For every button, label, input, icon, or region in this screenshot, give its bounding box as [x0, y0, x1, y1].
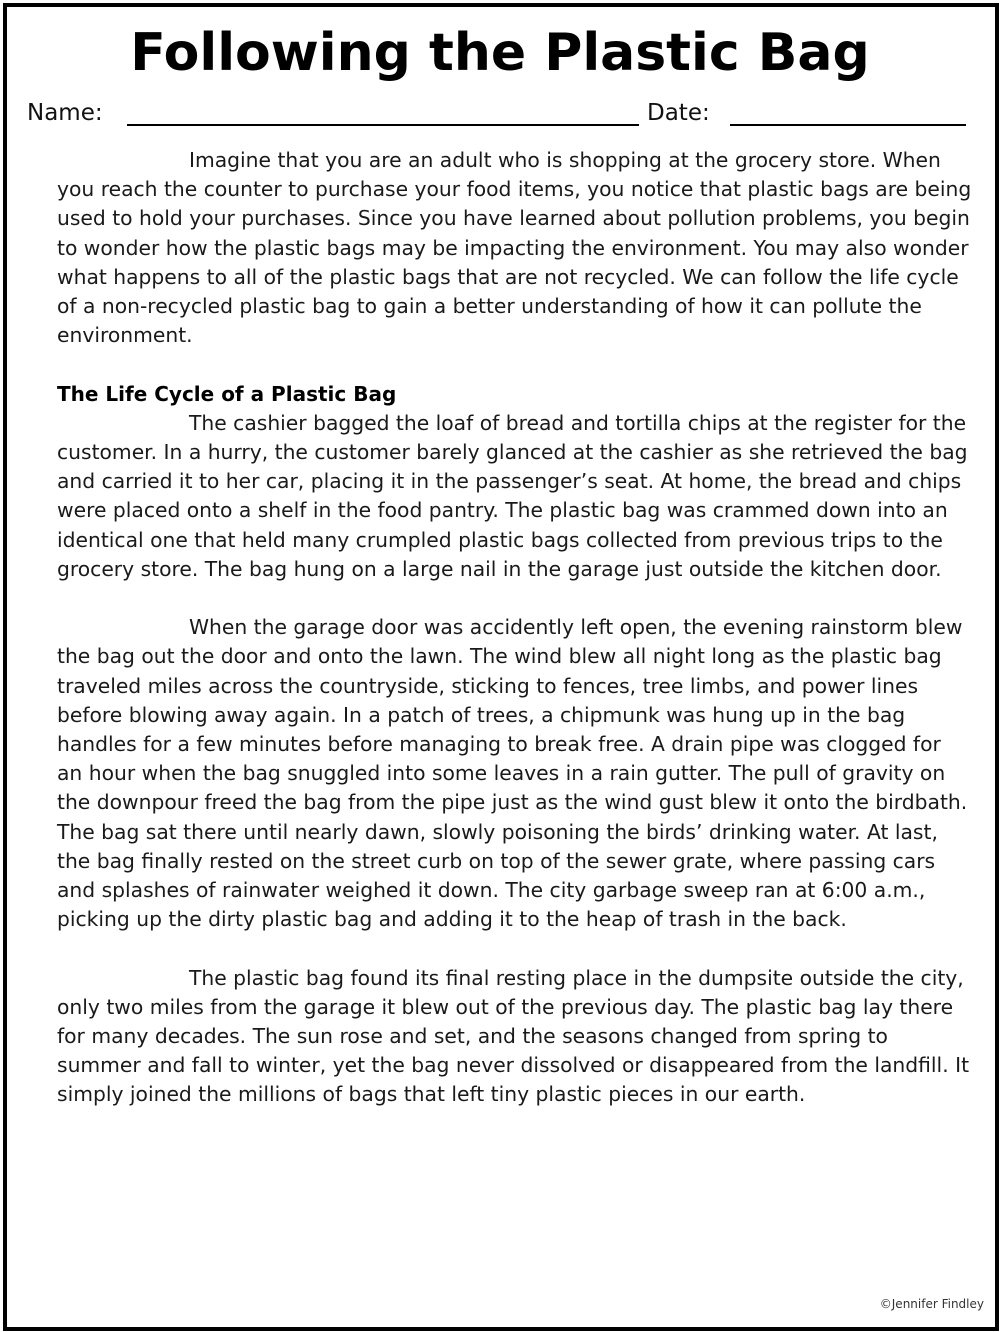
section-paragraph-1: The cashier bagged the loaf of bread and tortilla chips at the register for the customer. In a hurry, the customer barely glanced at the cashier as she retrieved the bag and carried it to her car, placing it in the passenger’s seat. At home, the bread and chips were placed onto a shelf in the food pantry. The plastic bag was crammed down into an identical one that held many crumpled plastic bags collected from previous trips to the grocery store. The bag hung on a large nail in the garage just outside the kitchen door. — [57, 410, 968, 581]
name-line — [127, 124, 639, 126]
section-paragraph-3: The plastic bag found its final resting place in the dumpsite outside the city, only two miles from the garage it blew out of the previous day. The plastic bag lay there for many decades. The sun rose and set, and the seasons changed from spring to summer and fall to winter, yet the bag never dissolved or disappeared from the landfill. It simply joined the millions of bags that left tiny plastic pieces in our earth. — [57, 965, 970, 1107]
reading-passage — [57, 146, 972, 1110]
section-heading: The Life Cycle of a Plastic Bag — [57, 381, 397, 406]
name-date-row — [27, 96, 972, 130]
copyright-notice: ©Jennifer Findley — [879, 1297, 984, 1311]
section-paragraph-2: When the garage door was accidently left open, the evening rainstorm blew the bag out the door and onto the lawn. The wind blew all night long as the plastic bag traveled miles across the countryside, sticking to fences, tree limbs, and power lines before blowing away again. In a patch of trees, a chipmunk was hung up in the bag handles for a few minutes before managing to break free. A drain pipe was clogged for an hour when the bag snuggled into some leaves in a rain gutter. The pull of gravity on the downpour freed the bag from the pipe just as the wind gust blew it onto the birdbath. The bag sat there until nearly dawn, slowly poisoning the birds’ drinking water. At last, the bag finally rested on the street curb on top of the sewer grate, where passing cars and splashes of rainwater weighed it down. The city garbage sweep ran at 6:00 a.m., picking up the dirty plastic bag and adding it to the heap of trash in the back. — [57, 615, 968, 932]
spacer — [57, 584, 972, 613]
spacer — [57, 350, 972, 379]
page-title: Following the Plastic Bag — [130, 23, 870, 83]
date-label: Date: — [647, 100, 710, 126]
name-label: Name: — [27, 100, 103, 126]
date-line — [730, 124, 966, 126]
spacer — [57, 934, 972, 963]
intro-paragraph: Imagine that you are an adult who is shopping at the grocery store. When you reach the counter to purchase your food items, you notice that plastic bags are being used to hold your purchases. Since you have learned about pollution problems, you begin to wonder how the plastic bags may be impacting the environment. You may also wonder what happens to all of the plastic bags that are not recycled. We can follow the life cycle of a non-recycled plastic bag to gain a better understanding of how it can pollute the environment. — [57, 148, 972, 348]
